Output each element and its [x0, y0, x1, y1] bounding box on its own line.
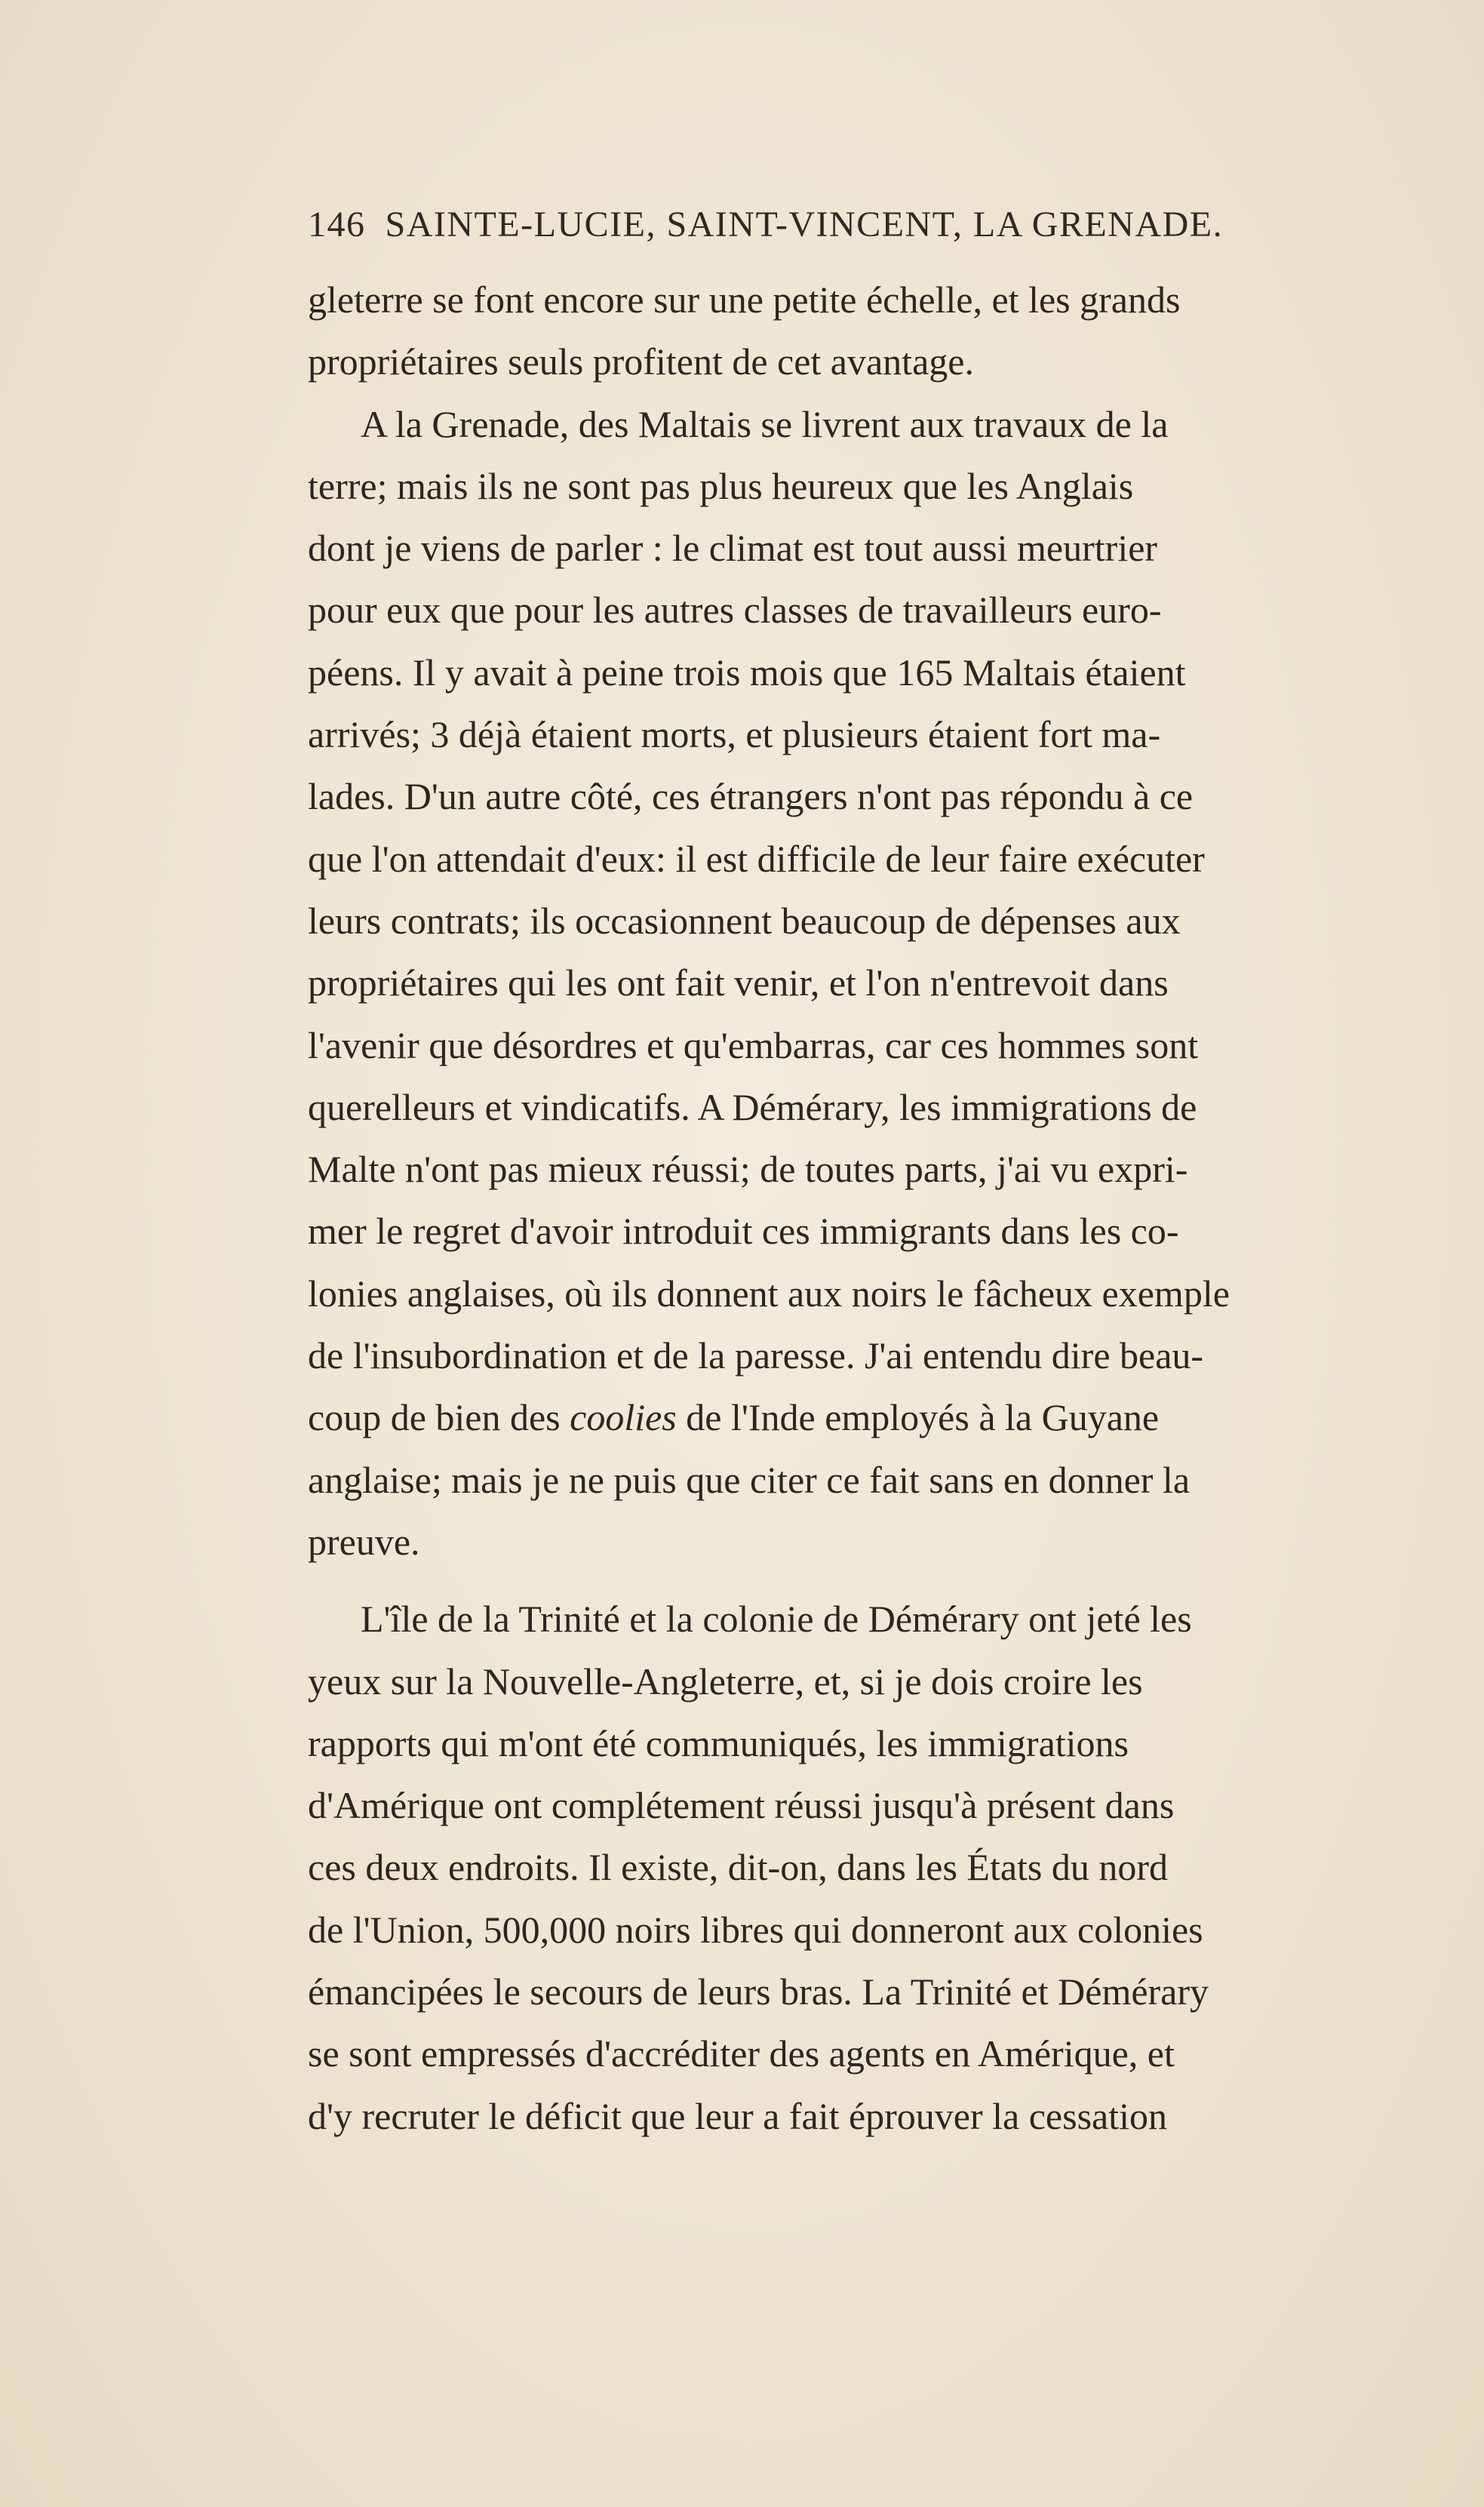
text-line: propriétaires seuls profitent de cet avantage.	[308, 340, 974, 383]
text-segment: de l'Inde employés à la Guyane	[676, 1396, 1160, 1439]
body-text	[308, 269, 1484, 2147]
text-line: péens. Il y avait à peine trois mois que 165 Maltais étaient	[308, 651, 1186, 694]
running-header	[308, 204, 1364, 245]
text-line: Malte n'ont pas mieux réussi; de toutes parts, j'ai vu expri-	[308, 1148, 1188, 1191]
text-line: d'y recruter le déficit que leur a fait éprouver la cessation	[308, 2094, 1168, 2137]
text-line: dont je viens de parler : le climat est tout aussi meurtrier	[308, 527, 1158, 570]
text-line: de l'insubordination et de la paresse. J'ai entendu dire beau-	[308, 1334, 1204, 1377]
text-line: que l'on attendait d'eux: il est difficile de leur faire exécuter	[308, 837, 1205, 880]
text-line: rapports qui m'ont été communiqués, les immigrations	[308, 1721, 1129, 1764]
text-line: l'avenir que désordres et qu'embarras, car ces hommes sont	[308, 1023, 1199, 1066]
running-title: SAINTE-LUCIE, SAINT-VINCENT, LA GRENADE.	[385, 205, 1224, 245]
text-line: arrivés; 3 déjà étaient morts, et plusieurs étaient fort ma-	[308, 713, 1161, 756]
text-line: terre; mais ils ne sont pas plus heureux que les Anglais	[308, 464, 1134, 507]
italic-term: coolies	[570, 1396, 677, 1439]
text-line: propriétaires qui les ont fait venir, et l'on n'entrevoit dans	[308, 961, 1169, 1004]
text-line: se sont empressés d'accréditer des agents en Amérique, et	[308, 2032, 1175, 2075]
text-line: pour eux que pour les autres classes de travailleurs euro-	[308, 589, 1162, 632]
text-line: lades. D'un autre côté, ces étrangers n'ont pas répondu à ce	[308, 775, 1194, 818]
text-line: mer le regret d'avoir introduit ces immigrants dans les co-	[308, 1210, 1179, 1253]
text-line: lonies anglaises, où ils donnent aux noirs le fâcheux exemple	[308, 1272, 1230, 1315]
text-segment: coup de bien des	[308, 1396, 570, 1439]
text-line: d'Amérique ont complétement réussi jusqu'à présent dans	[308, 1784, 1175, 1827]
text-line: querelleurs et vindicatifs. A Démérary, les immigrations de	[308, 1085, 1197, 1128]
text-line: gleterre se font encore sur une petite échelle, et les grands	[308, 278, 1181, 321]
text-line: de l'Union, 500,000 noirs libres qui donneront aux colonies	[308, 1908, 1203, 1951]
text-line: anglaise; mais je ne puis que citer ce fait sans en donner la	[308, 1458, 1191, 1501]
text-line: L'île de la Trinité et la colonie de Démérary ont jeté les	[361, 1598, 1192, 1641]
text-line: yeux sur la Nouvelle-Angleterre, et, si je dois croire les	[308, 1660, 1143, 1703]
text-line: preuve.	[308, 1520, 420, 1563]
text-line: ces deux endroits. Il existe, dit-on, dans les États du nord	[308, 1846, 1169, 1889]
text-line	[308, 1386, 1484, 1448]
text-line: A la Grenade, des Maltais se livrent aux travaux de la	[361, 402, 1169, 445]
text-line: leurs contrats; ils occasionnent beaucoup de dépenses aux	[308, 899, 1181, 942]
text-line: émancipées le secours de leurs bras. La Trinité et Démérary	[308, 1970, 1209, 2013]
page-number: 146	[308, 205, 366, 245]
